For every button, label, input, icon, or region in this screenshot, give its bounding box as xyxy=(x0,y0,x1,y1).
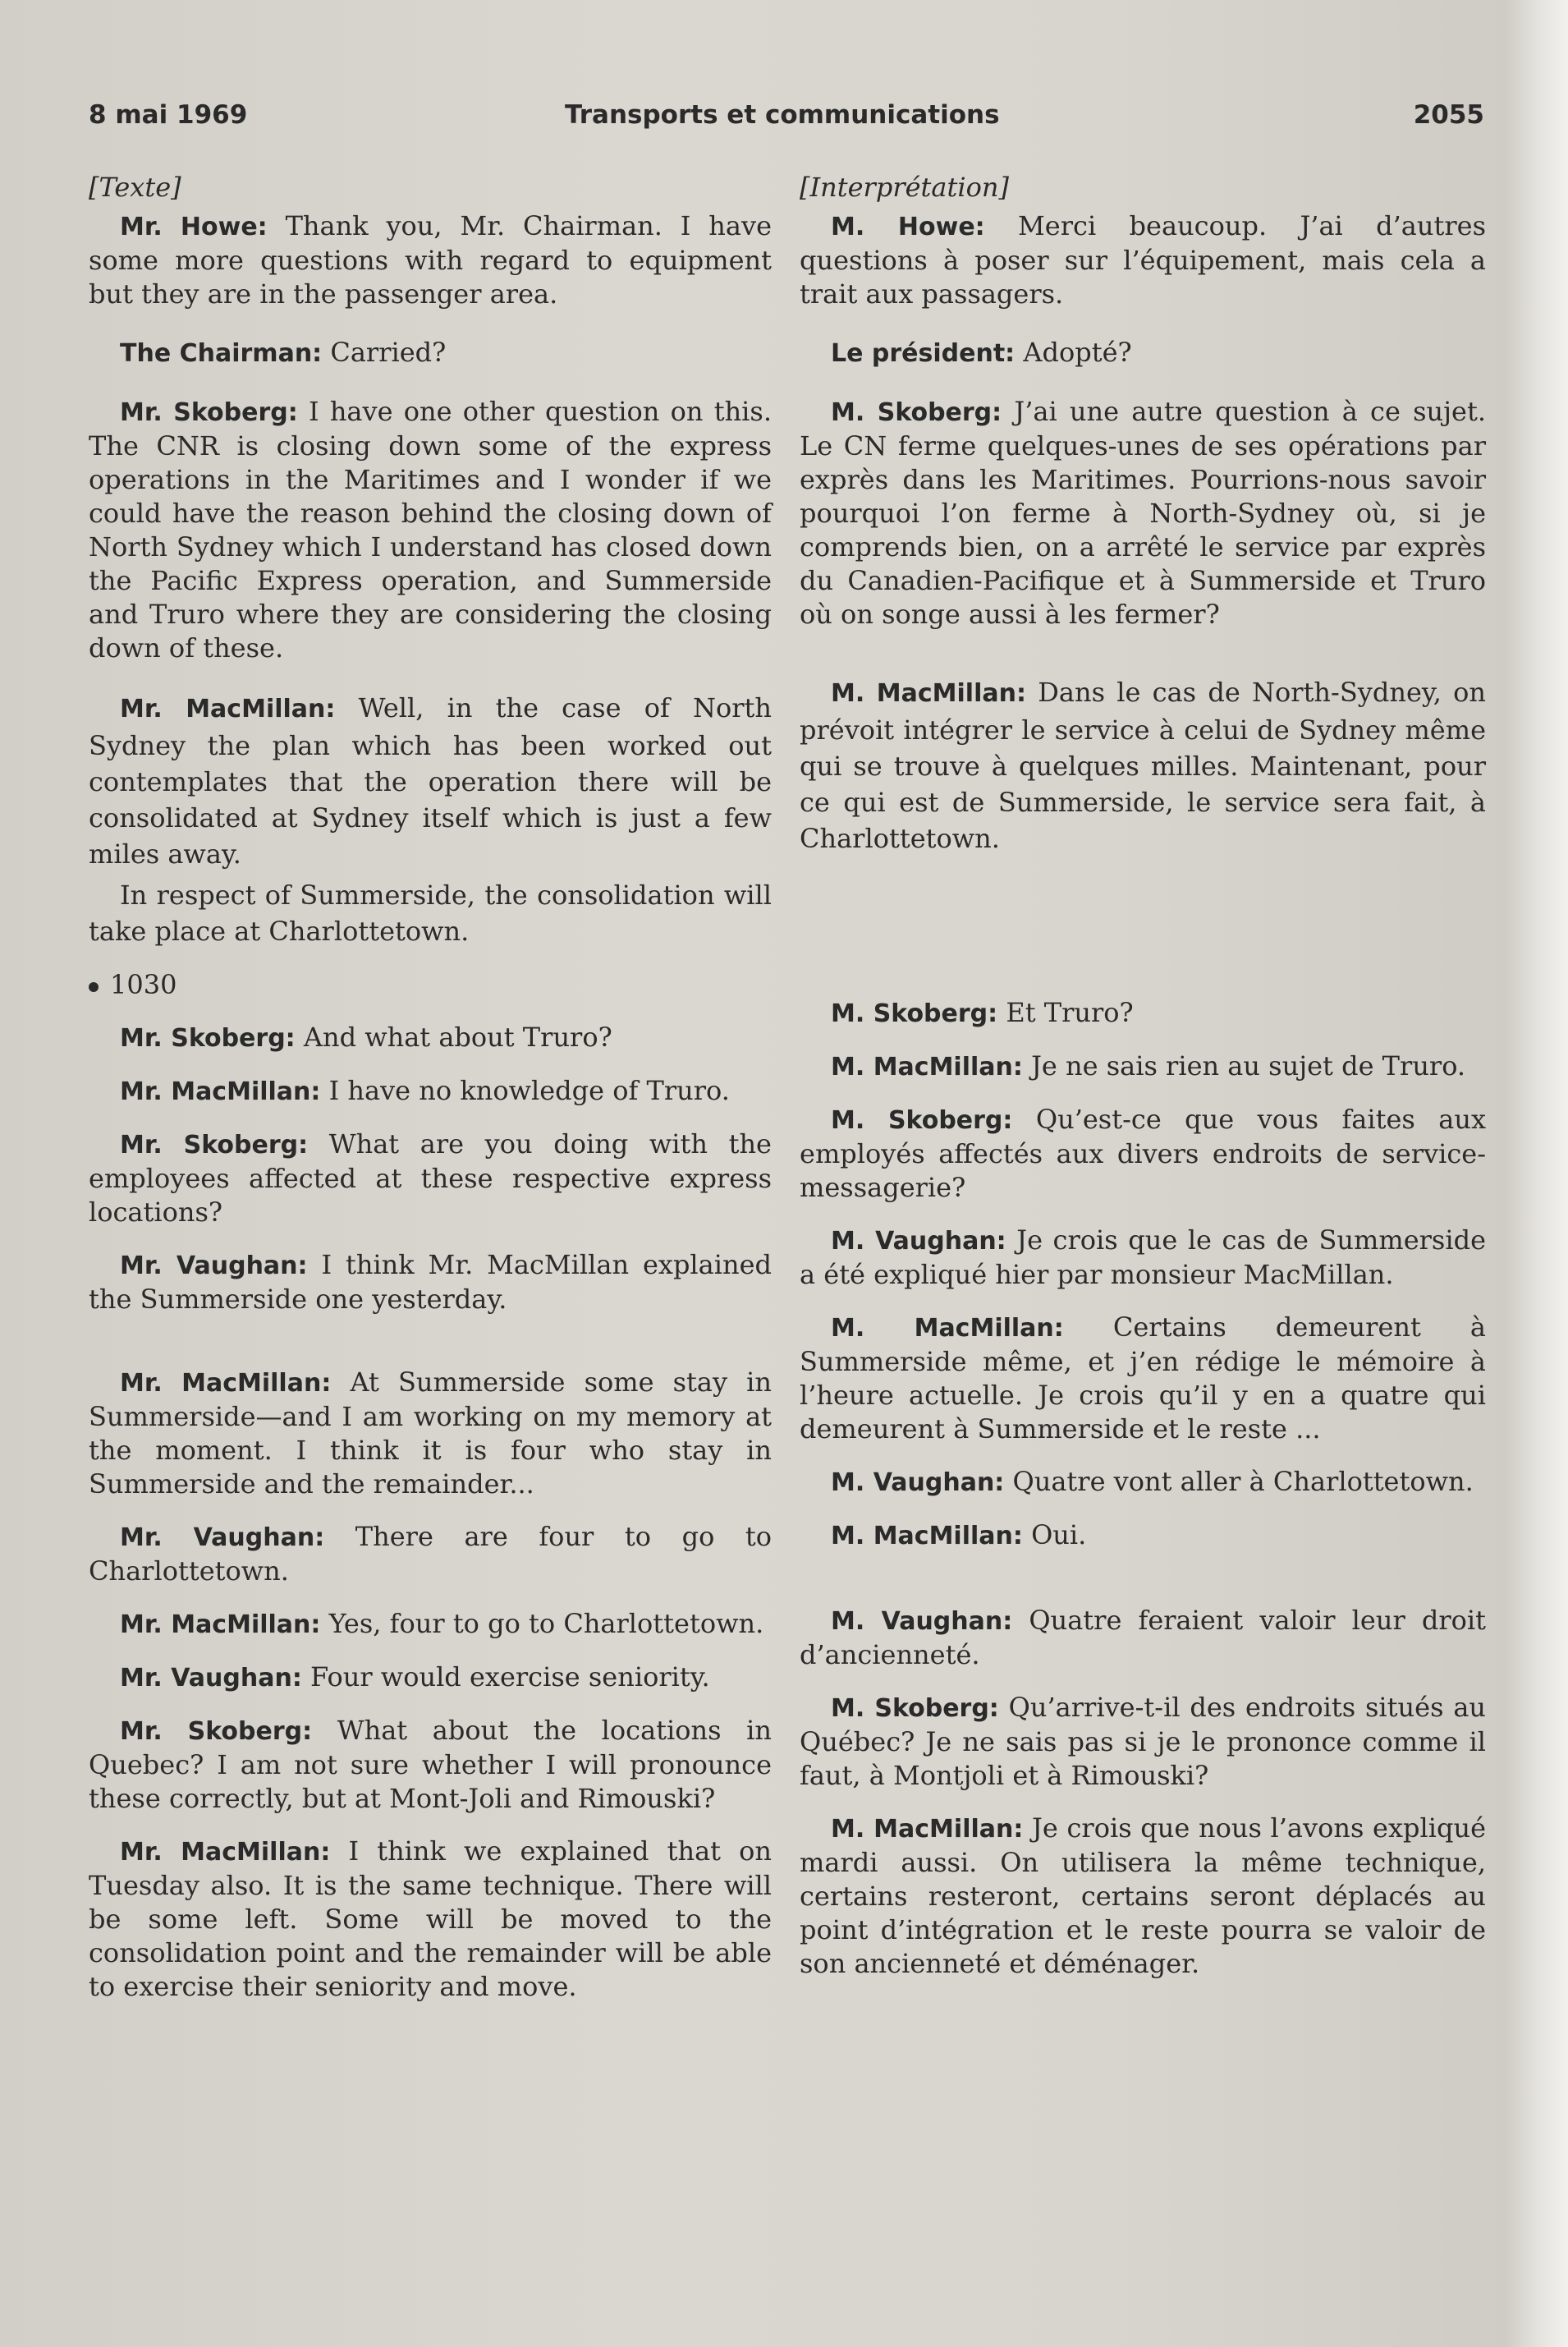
time-marker xyxy=(89,968,772,1002)
paragraph xyxy=(800,395,1486,632)
paragraph xyxy=(800,1224,1486,1292)
speaker: M. Skoberg: xyxy=(831,398,1002,427)
paragraph xyxy=(800,1049,1486,1084)
paragraph-text: There are four to go to Charlottetown. xyxy=(89,1521,773,1587)
speaker: Mr. MacMillan: xyxy=(120,1077,321,1106)
paragraph-text: Carried? xyxy=(330,337,447,368)
paragraph xyxy=(89,1074,772,1109)
bullet-icon xyxy=(89,982,99,992)
header-title: Transports et communications xyxy=(565,100,1000,130)
speaker: M. Howe: xyxy=(831,213,985,241)
paragraph xyxy=(89,1607,772,1642)
paragraph xyxy=(89,1366,772,1501)
paragraph-text: Quatre feraient valoir leur droit d’ancienneté. xyxy=(800,1605,1487,1670)
paragraph xyxy=(800,1465,1486,1500)
paragraph-text: What about the locations in Quebec? I am not sure whether I will pronounce these correctly, but at Mont-Joli and Rimouski? xyxy=(89,1715,773,1814)
paragraph xyxy=(800,996,1486,1031)
paragraph xyxy=(800,209,1486,311)
paragraph-text: I think we explained that on Tuesday also. It is the same technique. There will be some left. Some will be moved to the consolidation point and the remainder will be able to exercise their seniority and move. xyxy=(89,1835,772,2002)
paragraph xyxy=(89,1835,772,2004)
paragraph-text: And what about Truro? xyxy=(303,1022,612,1053)
paragraph xyxy=(89,690,772,872)
paragraph xyxy=(800,1691,1486,1793)
paragraph-text: Thank you, Mr. Chairman. I have some more questions with regard to equipment but they are in the passenger area. xyxy=(89,210,773,310)
paragraph xyxy=(89,1660,772,1695)
paragraph-text: Well, in the case of North Sydney the plan which has been worked out contemplates that the operation there will be consolidated at Sydney itself which is just a few miles away. xyxy=(89,692,772,870)
speaker: Mr. MacMillan: xyxy=(120,1610,321,1639)
speaker: Mr. MacMillan: xyxy=(120,1369,332,1398)
paragraph xyxy=(89,1248,772,1316)
paragraph xyxy=(89,1520,772,1588)
speaker: M. MacMillan: xyxy=(831,1815,1024,1844)
paragraph xyxy=(800,1604,1486,1672)
paragraph-text: J’ai une autre question à ce sujet. Le CN ferme quelques-unes de ses opérations par exprès dans les Maritimes. Pourrions-nous savoir pourquoi l’on ferme à North-Sydney où, si je comprends bien, on a arrêté le service par exprès du Canadien-Pacifique et à Summerside et Truro où on songe aussi à les fermer? xyxy=(800,396,1487,630)
paragraph xyxy=(89,395,772,665)
english-column xyxy=(89,171,772,2023)
speaker: Mr. Vaughan: xyxy=(120,1252,308,1280)
speaker: M. Skoberg: xyxy=(831,1106,1013,1135)
paragraph xyxy=(800,336,1486,370)
paragraph xyxy=(89,877,772,949)
speaker: M. MacMillan: xyxy=(831,679,1026,708)
paragraph-text: I think Mr. MacMillan explained the Summerside one yesterday. xyxy=(89,1249,773,1315)
speaker: Mr. Skoberg: xyxy=(120,398,298,427)
speaker: M. Skoberg: xyxy=(831,999,998,1028)
speaker: M. Vaughan: xyxy=(831,1227,1006,1256)
paragraph xyxy=(800,1103,1486,1205)
paragraph-text: Je crois que nous l’avons expliqué mardi aussi. On utilisera la même technique, certains resteront, certains seront déplacés au point d’intégration et le reste pourra se valoir de son ancienneté et déménager. xyxy=(800,1812,1487,1979)
speaker: Mr. Skoberg: xyxy=(120,1131,309,1160)
paragraph xyxy=(89,1714,772,1816)
paragraph-text: What are you doing with the employees affected at these respective express locations? xyxy=(89,1128,772,1228)
paragraph xyxy=(800,1311,1486,1446)
paragraph-text: I have one other question on this. The CNR is closing down some of the express operations in the Maritimes and I wonder if we could have the reason behind the closing down of North Sydney which I understand has closed down the Pacific Express operation, and Summerside and Truro where they are considering the closing down of these. xyxy=(89,396,773,664)
speaker: Mr. Skoberg: xyxy=(120,1024,296,1053)
paragraph xyxy=(800,674,1486,857)
paragraph-text: Je ne sais rien au sujet de Truro. xyxy=(1031,1050,1466,1082)
speaker: The Chairman: xyxy=(120,339,323,368)
speaker: Mr. Skoberg: xyxy=(120,1717,313,1746)
speaker: Mr. Vaughan: xyxy=(120,1664,302,1693)
paragraph-text: Adopté? xyxy=(1023,337,1132,368)
paragraph xyxy=(800,1812,1486,1981)
speaker: Mr. Vaughan: xyxy=(120,1523,325,1552)
paragraph-text: Merci beaucoup. J’ai d’autres questions à poser sur l’équipement, mais cela a trait aux passagers. xyxy=(800,210,1486,310)
paragraph-text: Four would exercise seniority. xyxy=(310,1661,710,1693)
speaker: Mr. Howe: xyxy=(120,213,268,241)
paragraph-text: Qu’arrive-t-il des endroits situés au Québec? Je ne sais pas si je le prononce comme il faut, à Montjoli et à Rimouski? xyxy=(800,1692,1487,1791)
page-number: 2055 xyxy=(1413,100,1484,130)
speaker: M. MacMillan: xyxy=(831,1314,1064,1343)
speaker: Mr. MacMillan: xyxy=(120,1838,331,1867)
paragraph xyxy=(89,336,772,370)
french-column xyxy=(800,171,1486,2000)
speaker: Le président: xyxy=(831,339,1016,368)
paragraph-text: Dans le cas de North-Sydney, on prévoit intégrer le service à celui de Sydney même qui se trouve à quelques milles. Maintenant, pour ce qui est de Summerside, le service sera fait, à Charlottetown. xyxy=(800,677,1486,854)
paragraph xyxy=(89,1128,772,1229)
time-marker-text: 1030 xyxy=(110,969,177,1000)
running-header xyxy=(89,100,1484,141)
column-label-interpretation: [Interprétation] xyxy=(800,172,1009,203)
speaker: M. Vaughan: xyxy=(831,1468,1005,1497)
paragraph-text: Qu’est-ce que vous faites aux employés affectés aux divers endroits de service-messagerie? xyxy=(800,1104,1486,1203)
speaker: Mr. MacMillan: xyxy=(120,695,336,723)
paragraph-text: Oui. xyxy=(1031,1519,1087,1550)
paragraph xyxy=(89,1021,772,1055)
paragraph-text: Je crois que le cas de Summerside a été expliqué hier par monsieur MacMillan. xyxy=(800,1224,1486,1290)
speaker: M. Vaughan: xyxy=(831,1607,1013,1636)
speaker: M. Skoberg: xyxy=(831,1694,999,1723)
speaker: M. MacMillan: xyxy=(831,1522,1023,1550)
paragraph-text: At Summerside some stay in Summerside—and I am working on my memory at the moment. I think it is four who stay in Summerside and the remainder... xyxy=(89,1366,773,1500)
paragraph-text: Quatre vont aller à Charlottetown. xyxy=(1012,1466,1474,1497)
paragraph-text: I have no knowledge of Truro. xyxy=(328,1075,730,1106)
column-label-texte: [Texte] xyxy=(89,172,181,203)
paragraph-text: In respect of Summerside, the consolidation will take place at Charlottetown. xyxy=(89,880,772,947)
header-date: 8 mai 1969 xyxy=(89,100,248,130)
paragraph-text: Et Truro? xyxy=(1006,997,1134,1028)
paragraph xyxy=(89,209,772,311)
speaker: M. MacMillan: xyxy=(831,1053,1023,1082)
paragraph-text: Yes, four to go to Charlottetown. xyxy=(328,1608,764,1639)
paragraph xyxy=(800,1518,1486,1553)
paragraph-text: Certains demeurent à Summerside même, et j’en rédige le mémoire à l’heure actuelle. Je crois qu’il y en a quatre qui demeurent à Summerside et le reste ... xyxy=(800,1311,1487,1444)
